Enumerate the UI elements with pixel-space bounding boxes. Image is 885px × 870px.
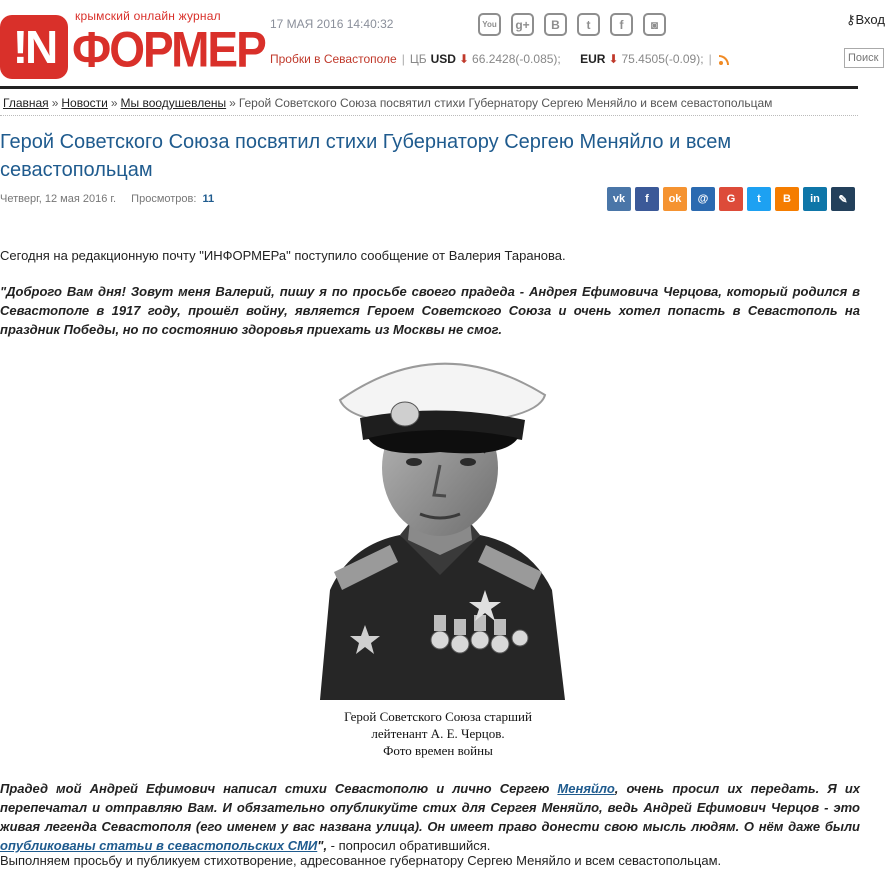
logo-tagline: крымский онлайн журнал: [75, 9, 221, 23]
site-header: [0, 0, 885, 86]
breadcrumb-section[interactable]: Мы воодушевлены: [120, 96, 227, 110]
share-vk-icon[interactable]: vk: [607, 187, 631, 211]
article-intro: Сегодня на редакционную почту "ИНФОРМЕРа" поступило сообщение от Валерия Таранова.: [0, 248, 566, 263]
share-moimir-icon[interactable]: @: [691, 187, 715, 211]
article-title: Герой Советского Союза посвятил стихи Губернатору Сергею Меняйло и всем севастопольцам: [0, 131, 732, 181]
share-facebook-icon[interactable]: f: [635, 187, 659, 211]
google-plus-icon[interactable]: g+: [511, 13, 534, 36]
breadcrumb: [3, 96, 772, 110]
breadcrumb-current: Герой Советского Союза посвятил стихи Губернатору Сергею Меняйло и всем севастопольцам: [238, 96, 773, 110]
login-link[interactable]: [846, 12, 885, 28]
instagram-icon[interactable]: ◙: [643, 13, 666, 36]
share-google-icon[interactable]: G: [719, 187, 743, 211]
social-links: [478, 13, 666, 36]
header-rule: [0, 86, 858, 89]
breadcrumb-home[interactable]: Главная: [3, 96, 49, 110]
breadcrumb-separator: »: [110, 96, 118, 110]
quote-tail: - попросил обратившийся.: [327, 838, 491, 853]
link-menyailo[interactable]: Меняйло: [557, 781, 615, 796]
vk-icon[interactable]: B: [544, 13, 567, 36]
login-label: Вход: [855, 12, 885, 27]
breadcrumb-news[interactable]: Новости: [61, 96, 108, 110]
divider: |: [708, 52, 712, 66]
current-datetime: 17 МАЯ 2016 14:40:32: [270, 17, 394, 31]
info-ticker: [270, 52, 731, 66]
cb-label: ЦБ: [409, 52, 427, 66]
portrait-image: [290, 340, 586, 700]
site-logo[interactable]: [0, 5, 265, 80]
caption-line: Фото времен войны: [383, 743, 493, 758]
breadcrumb-separator: »: [51, 96, 59, 110]
divider: [569, 52, 572, 66]
logo-mark: !N: [0, 15, 68, 79]
rss-icon[interactable]: [719, 53, 731, 65]
share-blogger-icon[interactable]: B: [775, 187, 799, 211]
article-date: Четверг, 12 мая 2016 г.: [0, 193, 117, 205]
logo-word: ФОРМЕР: [72, 21, 265, 78]
views-label: Просмотров:: [131, 193, 197, 205]
twitter-icon[interactable]: t: [577, 13, 600, 36]
photo-caption: [290, 708, 586, 759]
caption-line: Герой Советского Союза старший: [344, 709, 532, 724]
hero-photo: [290, 340, 586, 770]
divider: |: [401, 52, 405, 66]
caption-line: лейтенант А. Е. Черцов.: [371, 726, 505, 741]
usd-code: USD: [430, 52, 456, 66]
quote-text: Прадед мой Андрей Ефимович написал стихи Севастополю и лично Сергею: [0, 781, 558, 796]
link-articles-in-media[interactable]: опубликованы статьи в севастопольских СМИ: [0, 838, 318, 853]
key-icon: ⚷: [846, 12, 856, 27]
breadcrumb-rule: [0, 115, 858, 116]
share-twitter-icon[interactable]: t: [747, 187, 771, 211]
youtube-icon[interactable]: You: [478, 13, 501, 36]
usd-rate: 66.2428(-0.085);: [472, 52, 561, 66]
traffic-link[interactable]: Пробки в Севастополе: [270, 52, 397, 66]
share-livejournal-icon[interactable]: ✎: [831, 187, 855, 211]
quote-text: , очень просил их передать. Я их перепечатал и отправляю Вам. И обязательно опубликуйте стих для Сергея Меняйло, ведь Андрей Ефимович Черцов - это живая легенда Севастополя (его именем у вас названа улица). Он имеет право донести свою мысль людям. О нём даже были: [0, 781, 860, 834]
share-linkedin-icon[interactable]: in: [803, 187, 827, 211]
article-meta: [0, 193, 214, 205]
facebook-icon[interactable]: f: [610, 13, 633, 36]
article-quote-1: "Доброго Вам дня! Зовут меня Валерий, пишу я по просьбе своего прадеда - Андрея Ефимовича Черцова, который родился в Севастополе в 1917 году, прошёл войну, является Героем Советского Союза и очень хотел попасть в Севастополь на праздник Победы, но по состоянию здоровья приехать из Москвы не смог.: [0, 284, 860, 337]
quote-text: ",: [317, 838, 328, 853]
eur-code: EUR: [580, 52, 606, 66]
search-input[interactable]: [844, 48, 884, 68]
article-outro: Выполняем просьбу и публикуем стихотворение, адресованное губернатору Сергею Меняйло и всем севастопольцам.: [0, 853, 722, 868]
share-buttons: [607, 187, 855, 211]
article-quote-2: [0, 779, 860, 855]
views-count: 11: [202, 193, 215, 205]
share-odnoklassniki-icon[interactable]: ok: [663, 187, 687, 211]
arrow-down-icon: ⬇: [608, 52, 619, 66]
eur-rate: 75.4505(-0.09);: [621, 52, 704, 66]
arrow-down-icon: ⬇: [458, 52, 470, 66]
breadcrumb-separator: »: [229, 96, 236, 110]
